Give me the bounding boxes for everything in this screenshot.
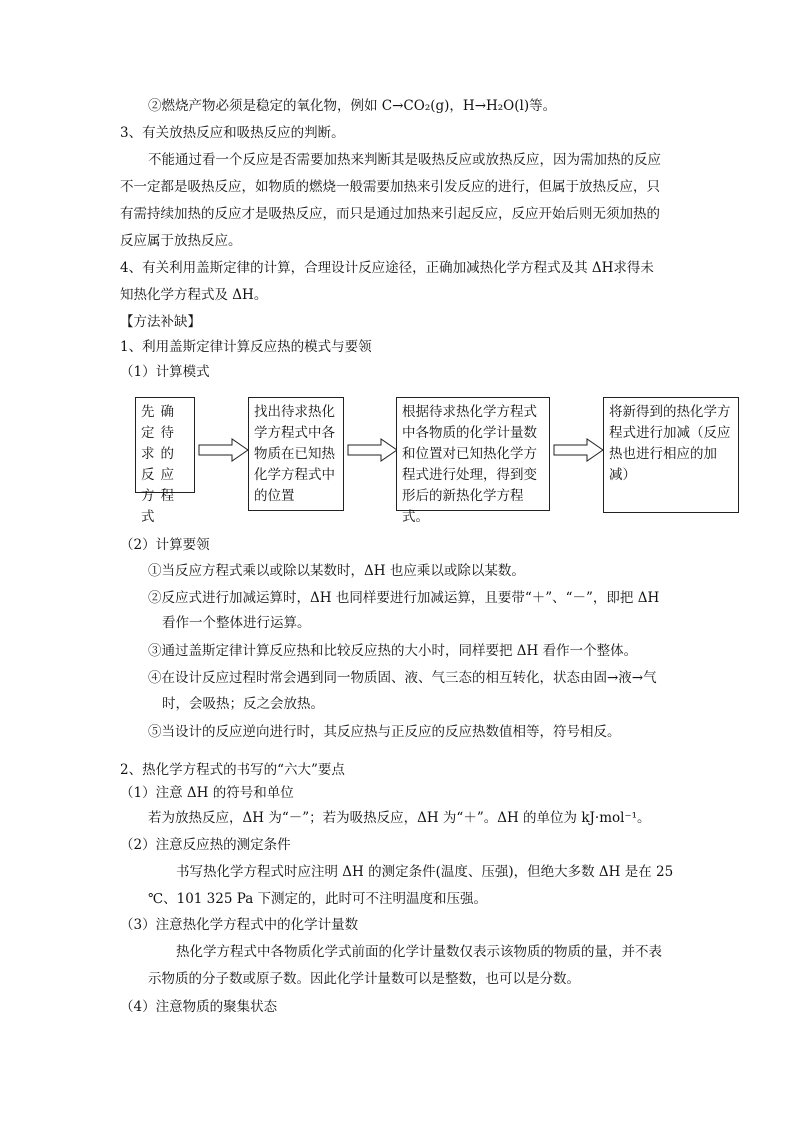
text-line: 若为放热反应，ΔH 为“－”；若为吸热反应，ΔH 为“＋”。ΔH 的单位为 kJ·mol⁻¹。: [148, 810, 651, 826]
text-line: ③通过盖斯定律计算反应热和比较反应热的大小时，同样要把 ΔH 看作一个整体。: [148, 643, 638, 659]
text-line: 反应属于放热反应。: [120, 233, 242, 249]
text-line: 不能通过看一个反应是否需要加热来判断其是吸热反应或放热反应，因为需加热的反应: [148, 152, 661, 168]
subsection-heading: 2、热化学方程式的书写的“六大”要点: [120, 762, 345, 778]
subsection-heading: （3）注意热化学方程式中的化学计量数: [120, 917, 359, 933]
subsection-heading: 1、利用盖斯定律计算反应热的模式与要领: [120, 339, 372, 355]
text-line: 知热化学方程式及 ΔH。: [120, 287, 268, 303]
subsection-heading: （2）计算要领: [120, 537, 210, 553]
section-heading-3: 3、有关放热反应和吸热反应的判断。: [120, 125, 345, 141]
arrow-right-icon: [198, 438, 250, 462]
method-heading: 【方法补缺】: [120, 314, 201, 330]
arrow-right-icon: [553, 438, 605, 462]
subsection-heading: （1）注意 ΔH 的符号和单位: [120, 785, 294, 801]
text-line: ①当反应方程式乘以或除以某数时，ΔH 也应乘以或除以某数。: [148, 563, 525, 579]
text-line: ②反应式进行加减运算时，ΔH 也同样要进行加减运算，且要带“＋”、“－”，即把 ΔH: [148, 590, 660, 606]
text-line: ④在设计反应过程时常会遇到同一物质固、液、气三态的相互转化，状态由固→液→气: [148, 670, 657, 686]
section-heading-4: 4、有关利用盖斯定律的计算，合理设计反应途径，正确加减热化学方程式及其 ΔH求得未: [120, 260, 654, 276]
text-line: 时，会吸热；反之会放热。: [162, 696, 324, 712]
text-line: 不一定都是吸热反应，如物质的燃烧一般需要加热来引发反应的进行，但属于放热反应，只: [120, 179, 660, 195]
text-line: 有需持续加热的反应才是吸热反应，而只是通过加热来引起反应，反应开始后则无须加热的: [120, 206, 660, 222]
text-line: 看作一个整体进行运算。: [162, 615, 311, 631]
text-line: ℃、101 325 Pa 下测定的，此时可不注明温度和压强。: [148, 891, 488, 907]
text-line: 热化学方程式中各物质化学式前面的化学计量数仅表示该物质的物质的量，并不表: [176, 944, 662, 960]
text-line: 书写热化学方程式时应注明 ΔH 的测定条件(温度、压强)，但绝大多数 ΔH 是在 25: [176, 864, 674, 880]
flow-box-4: 将新得到的热化学方程式进行加减（反应热也进行相应的加减）: [603, 397, 739, 513]
text-line: ⑤当设计的反应逆向进行时，其反应热与正反应的反应热数值相等，符号相反。: [148, 724, 621, 740]
subsection-heading: （2）注意反应热的测定条件: [120, 837, 291, 853]
subsection-heading: （4）注意物质的聚集状态: [120, 999, 278, 1015]
flow-box-2: 找出待求热化学方程式中各物质在已知热化学方程式中的位置: [248, 397, 344, 511]
flow-box-1: 先确定待求的反应方程式: [135, 397, 195, 493]
text-line: 示物质的分子数或原子数。因此化学计量数可以是整数，也可以是分数。: [148, 971, 580, 987]
text-line: ②燃烧产物必须是稳定的氧化物，例如 C→CO₂(g)，H→H₂O(l)等。: [148, 98, 557, 114]
flow-box-3: 根据待求热化学方程式中各物质的化学计量数和位置对已知热化学方程式进行处理，得到变形后的新热化学方程式。: [396, 397, 550, 511]
subsection-heading: （1）计算模式: [120, 364, 210, 380]
arrow-right-icon: [347, 438, 399, 462]
